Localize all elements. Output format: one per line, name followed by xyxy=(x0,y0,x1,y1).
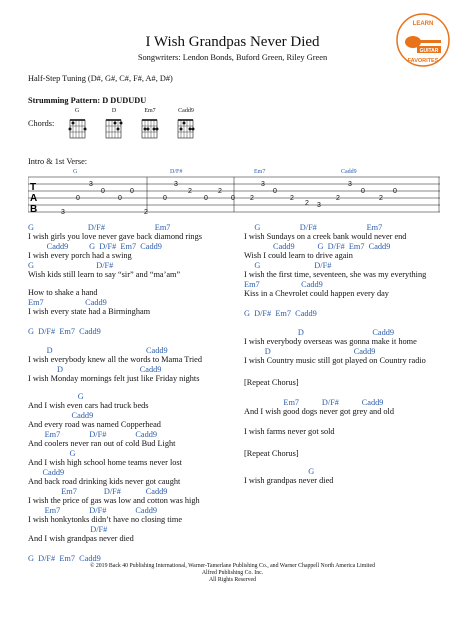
chord-name-g: G xyxy=(74,108,80,114)
tab-letter-b: B xyxy=(30,204,38,215)
lyric-line: I wish everybody overseas was gonna make it home xyxy=(244,337,417,346)
svg-text:0: 0 xyxy=(163,195,167,202)
chord-line: G D/F# Em7 xyxy=(244,223,383,232)
tab-letter-a: A xyxy=(30,193,38,204)
tab-chord-dfs: D/F# xyxy=(170,169,183,175)
tab-chord-g: G xyxy=(73,169,78,175)
lyric-line: Wish kids still learn to say “sir” and “ma’am” xyxy=(28,270,181,279)
chord-line: Cadd9 xyxy=(28,468,65,477)
lyric-line: I wish the price of gas was low and cotton was high xyxy=(28,496,200,505)
svg-text:0: 0 xyxy=(361,188,365,195)
chord-line: G xyxy=(244,467,315,476)
logo-text-mid: GUITAR xyxy=(419,48,439,54)
tuning-text: Half-Step Tuning (D#, G#, C#, F#, A#, D#) xyxy=(28,74,173,83)
copyright-line: © 2019 Back 40 Publishing International, Warner-Tamerlane Publishing Co., and Warner Chappell North America Limited xyxy=(90,563,375,569)
svg-text:2: 2 xyxy=(379,195,383,202)
learn-guitar-favorites-logo xyxy=(395,12,451,68)
chord-diagram-d xyxy=(106,120,123,138)
chord-line: D/F# xyxy=(28,525,108,534)
chord-line: Em7 Cadd9 xyxy=(244,280,323,289)
chord-line: Em7 D/F# Cadd9 xyxy=(28,487,168,496)
lyric-line: And coolers never ran out of cold Bud Light xyxy=(28,439,176,448)
chord-line: G xyxy=(28,392,84,401)
chords-label: Chords: xyxy=(28,119,55,128)
svg-text:0: 0 xyxy=(393,188,397,195)
tab-numbers xyxy=(61,181,397,216)
svg-text:0: 0 xyxy=(76,195,80,202)
chord-line: D Cadd9 xyxy=(28,346,168,355)
tab-chord-em7: Em7 xyxy=(254,169,266,175)
lyric-line: And every road was named Copperhead xyxy=(28,420,161,429)
chord-line: Em7 Cadd9 xyxy=(28,298,107,307)
svg-text:2: 2 xyxy=(290,195,294,202)
svg-text:0: 0 xyxy=(204,195,208,202)
chord-line: Em7 D/F# Cadd9 xyxy=(244,398,384,407)
chord-line: G D/F# xyxy=(28,261,114,270)
lyric-line: And I wish grandpas never died xyxy=(28,534,134,543)
svg-text:3: 3 xyxy=(317,202,321,209)
lyric-line: And I wish high school home teams never lost xyxy=(28,458,182,467)
svg-text:3: 3 xyxy=(61,209,65,216)
chord-line: Cadd9 G D/F# Em7 Cadd9 xyxy=(28,242,162,251)
chord-line: Cadd9 xyxy=(28,411,94,420)
copyright-block xyxy=(0,563,465,585)
intro-label: Intro & 1st Verse: xyxy=(28,157,88,166)
svg-text:0: 0 xyxy=(273,188,277,195)
logo-text-top: LEARN xyxy=(412,21,434,27)
tab-letter-t: T xyxy=(30,182,37,193)
svg-text:2: 2 xyxy=(250,195,254,202)
chord-diagram-g xyxy=(69,120,87,138)
publisher-line: Alfred Publishing Co. Inc. xyxy=(201,570,264,577)
lyric-line: I wish Monday mornings felt just like Friday nights xyxy=(28,374,200,383)
svg-text:3: 3 xyxy=(261,181,265,188)
svg-text:2: 2 xyxy=(188,188,192,195)
tablature-staff xyxy=(28,174,440,216)
chord-line: D Cadd9 xyxy=(28,365,162,374)
tab-chord-cadd9: Cadd9 xyxy=(341,169,357,175)
svg-text:0: 0 xyxy=(101,188,105,195)
chord-diagrams xyxy=(60,115,220,141)
chord-name-cadd9: Cadd9 xyxy=(178,108,194,114)
chord-line: G D/F# Em7 Cadd9 xyxy=(28,554,101,563)
lyric-line: And I wish even cars had truck beds xyxy=(28,401,149,410)
chord-name-d: D xyxy=(111,108,117,114)
chord-line: Cadd9 G D/F# Em7 Cadd9 xyxy=(244,242,391,251)
svg-text:2: 2 xyxy=(305,200,309,207)
strumming-pattern: Strumming Pattern: D DUDUDU xyxy=(28,96,147,105)
lyric-line: I wish girls you love never gave back diamond rings xyxy=(28,232,202,241)
chord-line: G D/F# xyxy=(244,261,332,270)
chord-line: D Cadd9 xyxy=(244,347,376,356)
svg-text:0: 0 xyxy=(118,195,122,202)
svg-text:2: 2 xyxy=(218,188,222,195)
lyric-line: I wish Country music still got played on Country radio xyxy=(244,356,426,365)
lyric-line: I wish grandpas never died xyxy=(244,476,334,485)
lyric-line: I wish Sundays on a creek bank would never end xyxy=(244,232,407,241)
chord-line: Em7 D/F# Cadd9 xyxy=(28,430,158,439)
logo-text-bottom: FAVORITES xyxy=(407,58,439,64)
svg-text:3: 3 xyxy=(89,181,93,188)
svg-text:0: 0 xyxy=(231,195,235,202)
chord-line: D Cadd9 xyxy=(244,328,395,337)
songwriters: Songwriters: Lendon Bonds, Buford Green, Riley Green xyxy=(137,53,328,62)
chord-diagram-em7 xyxy=(142,120,159,138)
lyric-line: I wish honkytonks didn’t have no closing time xyxy=(28,515,183,524)
chord-diagram-cadd9 xyxy=(178,120,195,138)
lyric-line: How to shake a hand xyxy=(28,288,98,297)
rights-line: All Rights Reserved xyxy=(208,577,256,584)
chord-line: G D/F# Em7 Cadd9 xyxy=(244,309,317,318)
lyric-line: I wish everybody knew all the words to Mama Tried xyxy=(28,355,202,364)
lyric-line: I wish every porch had a swing xyxy=(28,251,132,260)
lyric-line: [Repeat Chorus] xyxy=(244,378,299,387)
lyric-line: Kiss in a Chevrolet could happen every day xyxy=(244,289,389,298)
lyric-line: And I wish good dogs never got grey and old xyxy=(244,407,395,416)
song-title: I Wish Grandpas Never Died xyxy=(145,34,320,50)
chord-line: G D/F# Em7 xyxy=(28,223,171,232)
chord-line: G xyxy=(28,449,76,458)
svg-text:2: 2 xyxy=(336,195,340,202)
lyric-line: Wish I could learn to drive again xyxy=(244,251,353,260)
lyric-line: And back road drinking kids never got caught xyxy=(28,477,181,486)
svg-text:3: 3 xyxy=(348,181,352,188)
svg-text:3: 3 xyxy=(174,181,178,188)
lyric-line: I wish farms never got sold xyxy=(244,427,335,436)
chord-line: G D/F# Em7 Cadd9 xyxy=(28,327,101,336)
svg-text:0: 0 xyxy=(130,188,134,195)
chord-line: Em7 D/F# Cadd9 xyxy=(28,506,158,515)
lyric-line: I wish every state had a Birmingham xyxy=(28,307,151,316)
lyric-line: I wish the first time, seventeen, she was my everything xyxy=(244,270,427,279)
chord-name-em7: Em7 xyxy=(144,108,156,114)
lyric-line: [Repeat Chorus] xyxy=(244,449,299,458)
svg-text:2: 2 xyxy=(144,209,148,216)
